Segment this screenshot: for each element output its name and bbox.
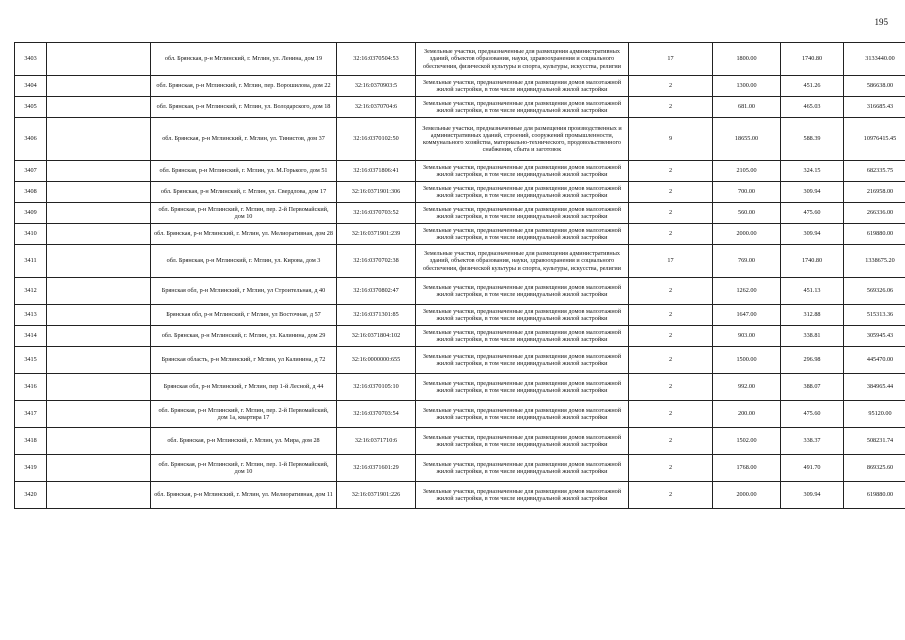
cadastral-number-cell: 32:16:0000000:655 — [337, 347, 416, 374]
area-cell: 560.00 — [713, 203, 781, 224]
cadastral-value-cell: 569326.06 — [844, 278, 905, 305]
row-number-cell: 3413 — [15, 305, 47, 326]
cadastral-value-cell: 216958.00 — [844, 182, 905, 203]
address-cell: обл. Брянская, р-н Мглинский, г. Мглин, ул. Мира, дом 28 — [151, 428, 337, 455]
land-use-purpose-cell: Земельные участки, предназначенные для размещения домов малоэтажной жилой застройки, в том числе индивидуальной жилой застройки — [416, 347, 629, 374]
address-cell: обл. Брянская, р-н Мглинский, г. Мглин, ул. Мелиоративная, дом 11 — [151, 482, 337, 509]
cadastral-value-cell: 1338675.20 — [844, 245, 905, 278]
area-cell: 992.00 — [713, 374, 781, 401]
cadastral-value-cell: 508231.74 — [844, 428, 905, 455]
cadastral-number-cell: 32:16:0370504:53 — [337, 43, 416, 76]
row-number-cell: 3408 — [15, 182, 47, 203]
land-use-purpose-cell: Земельные участки, предназначенные для размещения производственных и административных зданий, строений, сооружений промышленности, коммунального хозяйства, материально-технического, продовольственного снабжения, сбыта и заготовок — [416, 118, 629, 161]
cadastral-value-cell: 266336.00 — [844, 203, 905, 224]
area-cell: 1262.00 — [713, 278, 781, 305]
row-number-cell: 3406 — [15, 118, 47, 161]
cadastral-number-cell: 32:16:0371901:239 — [337, 224, 416, 245]
empty-cell — [47, 97, 151, 118]
empty-cell — [47, 161, 151, 182]
empty-cell — [47, 182, 151, 203]
group-number-cell: 17 — [629, 245, 713, 278]
land-use-purpose-cell: Земельные участки, предназначенные для размещения домов малоэтажной жилой застройки, в том числе индивидуальной жилой застройки — [416, 203, 629, 224]
cadastral-value-cell: 445470.00 — [844, 347, 905, 374]
group-number-cell: 2 — [629, 401, 713, 428]
area-cell: 2105.00 — [713, 161, 781, 182]
row-number-cell: 3404 — [15, 76, 47, 97]
table-row — [15, 305, 905, 326]
land-use-purpose-cell: Земельные участки, предназначенные для размещения домов малоэтажной жилой застройки, в том числе индивидуальной жилой застройки — [416, 305, 629, 326]
land-use-purpose-cell: Земельные участки, предназначенные для размещения административных зданий, объектов образования, науки, здравоохранения и социального обеспечения, физической культуры и спорта, культуры, искусства, религии — [416, 43, 629, 76]
address-cell: обл. Брянская, р-н Мглинский, г. Мглин, ул. Кирова, дом 3 — [151, 245, 337, 278]
specific-value-cell: 338.37 — [781, 428, 844, 455]
cadastral-number-cell: 32:16:0370702:38 — [337, 245, 416, 278]
cadastral-number-cell: 32:16:0371804:102 — [337, 326, 416, 347]
cadastral-number-cell: 32:16:0370903:5 — [337, 76, 416, 97]
area-cell: 1800.00 — [713, 43, 781, 76]
group-number-cell: 2 — [629, 326, 713, 347]
specific-value-cell: 1740.80 — [781, 43, 844, 76]
area-cell: 1300.00 — [713, 76, 781, 97]
group-number-cell: 2 — [629, 455, 713, 482]
cadastral-value-cell: 682335.75 — [844, 161, 905, 182]
table-row — [15, 428, 905, 455]
address-cell: обл. Брянская, р-н Мглинский, г. Мглин, пер. 2-й Первомайский, дом 1а, квартира 17 — [151, 401, 337, 428]
area-cell: 1500.00 — [713, 347, 781, 374]
group-number-cell: 2 — [629, 374, 713, 401]
specific-value-cell: 451.26 — [781, 76, 844, 97]
area-cell: 1647.00 — [713, 305, 781, 326]
group-number-cell: 2 — [629, 347, 713, 374]
cadastral-number-cell: 32:16:0371901:226 — [337, 482, 416, 509]
group-number-cell: 2 — [629, 278, 713, 305]
cadastral-value-table — [14, 42, 905, 509]
row-number-cell: 3405 — [15, 97, 47, 118]
cadastral-number-cell: 32:16:0371301:85 — [337, 305, 416, 326]
table-body — [15, 43, 905, 509]
land-use-purpose-cell: Земельные участки, предназначенные для размещения административных зданий, объектов образования, науки, здравоохранения и социального обеспечения, физической культуры и спорта, культуры, искусства, религии — [416, 245, 629, 278]
specific-value-cell: 296.98 — [781, 347, 844, 374]
table-row — [15, 182, 905, 203]
cadastral-value-cell: 586638.00 — [844, 76, 905, 97]
empty-cell — [47, 76, 151, 97]
row-number-cell: 3407 — [15, 161, 47, 182]
row-number-cell: 3420 — [15, 482, 47, 509]
group-number-cell: 2 — [629, 76, 713, 97]
specific-value-cell: 451.13 — [781, 278, 844, 305]
row-number-cell: 3418 — [15, 428, 47, 455]
specific-value-cell: 465.03 — [781, 97, 844, 118]
cadastral-number-cell: 32:16:0371901:306 — [337, 182, 416, 203]
cadastral-number-cell: 32:16:0370703:52 — [337, 203, 416, 224]
group-number-cell: 2 — [629, 428, 713, 455]
table-row — [15, 161, 905, 182]
row-number-cell: 3403 — [15, 43, 47, 76]
area-cell: 1768.00 — [713, 455, 781, 482]
empty-cell — [47, 482, 151, 509]
area-cell: 18655.00 — [713, 118, 781, 161]
group-number-cell: 2 — [629, 224, 713, 245]
table-row — [15, 278, 905, 305]
cadastral-value-cell: 384965.44 — [844, 374, 905, 401]
address-cell: Брянская обл, р-н Мглинский, г Мглин, ул Строительная, д 40 — [151, 278, 337, 305]
empty-cell — [47, 278, 151, 305]
cadastral-value-cell: 619880.00 — [844, 224, 905, 245]
cadastral-value-cell: 515313.36 — [844, 305, 905, 326]
row-number-cell: 3415 — [15, 347, 47, 374]
empty-cell — [47, 43, 151, 76]
address-cell: обл. Брянская, р-н Мглинский, г. Мглин, пер. 2-й Первомайский, дом 10 — [151, 203, 337, 224]
land-use-purpose-cell: Земельные участки, предназначенные для размещения домов малоэтажной жилой застройки, в том числе индивидуальной жилой застройки — [416, 374, 629, 401]
table-row — [15, 245, 905, 278]
land-use-purpose-cell: Земельные участки, предназначенные для размещения домов малоэтажной жилой застройки, в том числе индивидуальной жилой застройки — [416, 182, 629, 203]
specific-value-cell: 388.07 — [781, 374, 844, 401]
specific-value-cell: 475.60 — [781, 401, 844, 428]
table-row — [15, 326, 905, 347]
row-number-cell: 3409 — [15, 203, 47, 224]
table-row — [15, 224, 905, 245]
area-cell: 2000.00 — [713, 482, 781, 509]
area-cell: 2000.00 — [713, 224, 781, 245]
cadastral-number-cell: 32:16:0370703:54 — [337, 401, 416, 428]
row-number-cell: 3416 — [15, 374, 47, 401]
specific-value-cell: 475.60 — [781, 203, 844, 224]
row-number-cell: 3410 — [15, 224, 47, 245]
cadastral-value-cell: 95120.00 — [844, 401, 905, 428]
row-number-cell: 3411 — [15, 245, 47, 278]
specific-value-cell: 309.94 — [781, 482, 844, 509]
empty-cell — [47, 224, 151, 245]
empty-cell — [47, 401, 151, 428]
table-row — [15, 97, 905, 118]
empty-cell — [47, 326, 151, 347]
land-use-purpose-cell: Земельные участки, предназначенные для размещения домов малоэтажной жилой застройки, в том числе индивидуальной жилой застройки — [416, 278, 629, 305]
table-row — [15, 347, 905, 374]
address-cell: обл. Брянская, р-н Мглинский, г. Мглин, ул. Калинина, дом 29 — [151, 326, 337, 347]
group-number-cell: 2 — [629, 482, 713, 509]
address-cell: обл. Брянская, р-н Мглинский, г. Мглин, ул. Володарского, дом 18 — [151, 97, 337, 118]
row-number-cell: 3412 — [15, 278, 47, 305]
specific-value-cell: 338.81 — [781, 326, 844, 347]
land-use-purpose-cell: Земельные участки, предназначенные для размещения домов малоэтажной жилой застройки, в том числе индивидуальной жилой застройки — [416, 224, 629, 245]
table-row — [15, 401, 905, 428]
empty-cell — [47, 347, 151, 374]
land-use-purpose-cell: Земельные участки, предназначенные для размещения домов малоэтажной жилой застройки, в том числе индивидуальной жилой застройки — [416, 161, 629, 182]
table-row — [15, 203, 905, 224]
land-use-purpose-cell: Земельные участки, предназначенные для размещения домов малоэтажной жилой застройки, в том числе индивидуальной жилой застройки — [416, 482, 629, 509]
address-cell: Брянская обл, р-н Мглинский, г Мглин, ул Восточная, д 57 — [151, 305, 337, 326]
cadastral-number-cell: 32:16:0371806:41 — [337, 161, 416, 182]
page-number: 195 — [874, 17, 888, 27]
land-use-purpose-cell: Земельные участки, предназначенные для размещения домов малоэтажной жилой застройки, в том числе индивидуальной жилой застройки — [416, 455, 629, 482]
table-row — [15, 455, 905, 482]
empty-cell — [47, 455, 151, 482]
group-number-cell: 2 — [629, 203, 713, 224]
specific-value-cell: 309.94 — [781, 224, 844, 245]
specific-value-cell: 324.15 — [781, 161, 844, 182]
address-cell: Брянская обл, р-н Мглинский, г Мглин, пер 1-й Лесной, д 44 — [151, 374, 337, 401]
cadastral-value-cell: 316685.43 — [844, 97, 905, 118]
land-use-purpose-cell: Земельные участки, предназначенные для размещения домов малоэтажной жилой застройки, в том числе индивидуальной жилой застройки — [416, 326, 629, 347]
row-number-cell: 3419 — [15, 455, 47, 482]
empty-cell — [47, 374, 151, 401]
empty-cell — [47, 428, 151, 455]
address-cell: обл. Брянская, р-н Мглинский, г. Мглин, пер. Ворошилова, дом 22 — [151, 76, 337, 97]
table-row — [15, 374, 905, 401]
row-number-cell: 3414 — [15, 326, 47, 347]
area-cell: 200.00 — [713, 401, 781, 428]
cadastral-value-cell: 10976415.45 — [844, 118, 905, 161]
cadastral-number-cell: 32:16:0370105:10 — [337, 374, 416, 401]
address-cell: обл. Брянская, р-н Мглинский, г. Мглин, ул. Тинистов, дом 37 — [151, 118, 337, 161]
table-row — [15, 482, 905, 509]
group-number-cell: 2 — [629, 182, 713, 203]
address-cell: обл. Брянская, р-н Мглинский, г. Мглин, ул. Мелиоративная, дом 28 — [151, 224, 337, 245]
cadastral-value-cell: 305945.43 — [844, 326, 905, 347]
land-use-purpose-cell: Земельные участки, предназначенные для размещения домов малоэтажной жилой застройки, в том числе индивидуальной жилой застройки — [416, 97, 629, 118]
table-row — [15, 43, 905, 76]
cadastral-value-cell: 3133440.00 — [844, 43, 905, 76]
area-cell: 903.00 — [713, 326, 781, 347]
cadastral-value-cell: 869325.60 — [844, 455, 905, 482]
cadastral-number-cell: 32:16:0370102:50 — [337, 118, 416, 161]
area-cell: 700.00 — [713, 182, 781, 203]
specific-value-cell: 588.39 — [781, 118, 844, 161]
group-number-cell: 9 — [629, 118, 713, 161]
table-row — [15, 118, 905, 161]
specific-value-cell: 312.88 — [781, 305, 844, 326]
land-use-purpose-cell: Земельные участки, предназначенные для размещения домов малоэтажной жилой застройки, в том числе индивидуальной жилой застройки — [416, 76, 629, 97]
group-number-cell: 2 — [629, 97, 713, 118]
group-number-cell: 2 — [629, 305, 713, 326]
address-cell: обл. Брянская, р-н Мглинский, г. Мглин, ул. Свердлова, дом 17 — [151, 182, 337, 203]
specific-value-cell: 491.70 — [781, 455, 844, 482]
area-cell: 769.00 — [713, 245, 781, 278]
table-row — [15, 76, 905, 97]
address-cell: Брянская область, р-н Мглинский, г Мглин, ул Калинина, д 72 — [151, 347, 337, 374]
cadastral-number-cell: 32:16:0370802:47 — [337, 278, 416, 305]
empty-cell — [47, 118, 151, 161]
address-cell: обл. Брянская, р-н Мглинский, г. Мглин, ул. М.Горького, дом 51 — [151, 161, 337, 182]
cadastral-number-cell: 32:16:0371710:6 — [337, 428, 416, 455]
area-cell: 681.00 — [713, 97, 781, 118]
land-use-purpose-cell: Земельные участки, предназначенные для размещения домов малоэтажной жилой застройки, в том числе индивидуальной жилой застройки — [416, 428, 629, 455]
specific-value-cell: 309.94 — [781, 182, 844, 203]
empty-cell — [47, 245, 151, 278]
address-cell: обл. Брянская, р-н Мглинский, г. Мглин, пер. 1-й Первомайский, дом 10 — [151, 455, 337, 482]
group-number-cell: 2 — [629, 161, 713, 182]
cadastral-number-cell: 32:16:0370704:6 — [337, 97, 416, 118]
group-number-cell: 17 — [629, 43, 713, 76]
cadastral-value-cell: 619880.00 — [844, 482, 905, 509]
cadastral-number-cell: 32:16:0371601:29 — [337, 455, 416, 482]
row-number-cell: 3417 — [15, 401, 47, 428]
area-cell: 1502.00 — [713, 428, 781, 455]
empty-cell — [47, 305, 151, 326]
address-cell: обл. Брянская, р-н Мглинский, г. Мглин, ул. Ленина, дом 19 — [151, 43, 337, 76]
empty-cell — [47, 203, 151, 224]
land-use-purpose-cell: Земельные участки, предназначенные для размещения домов малоэтажной жилой застройки, в том числе индивидуальной жилой застройки — [416, 401, 629, 428]
specific-value-cell: 1740.80 — [781, 245, 844, 278]
